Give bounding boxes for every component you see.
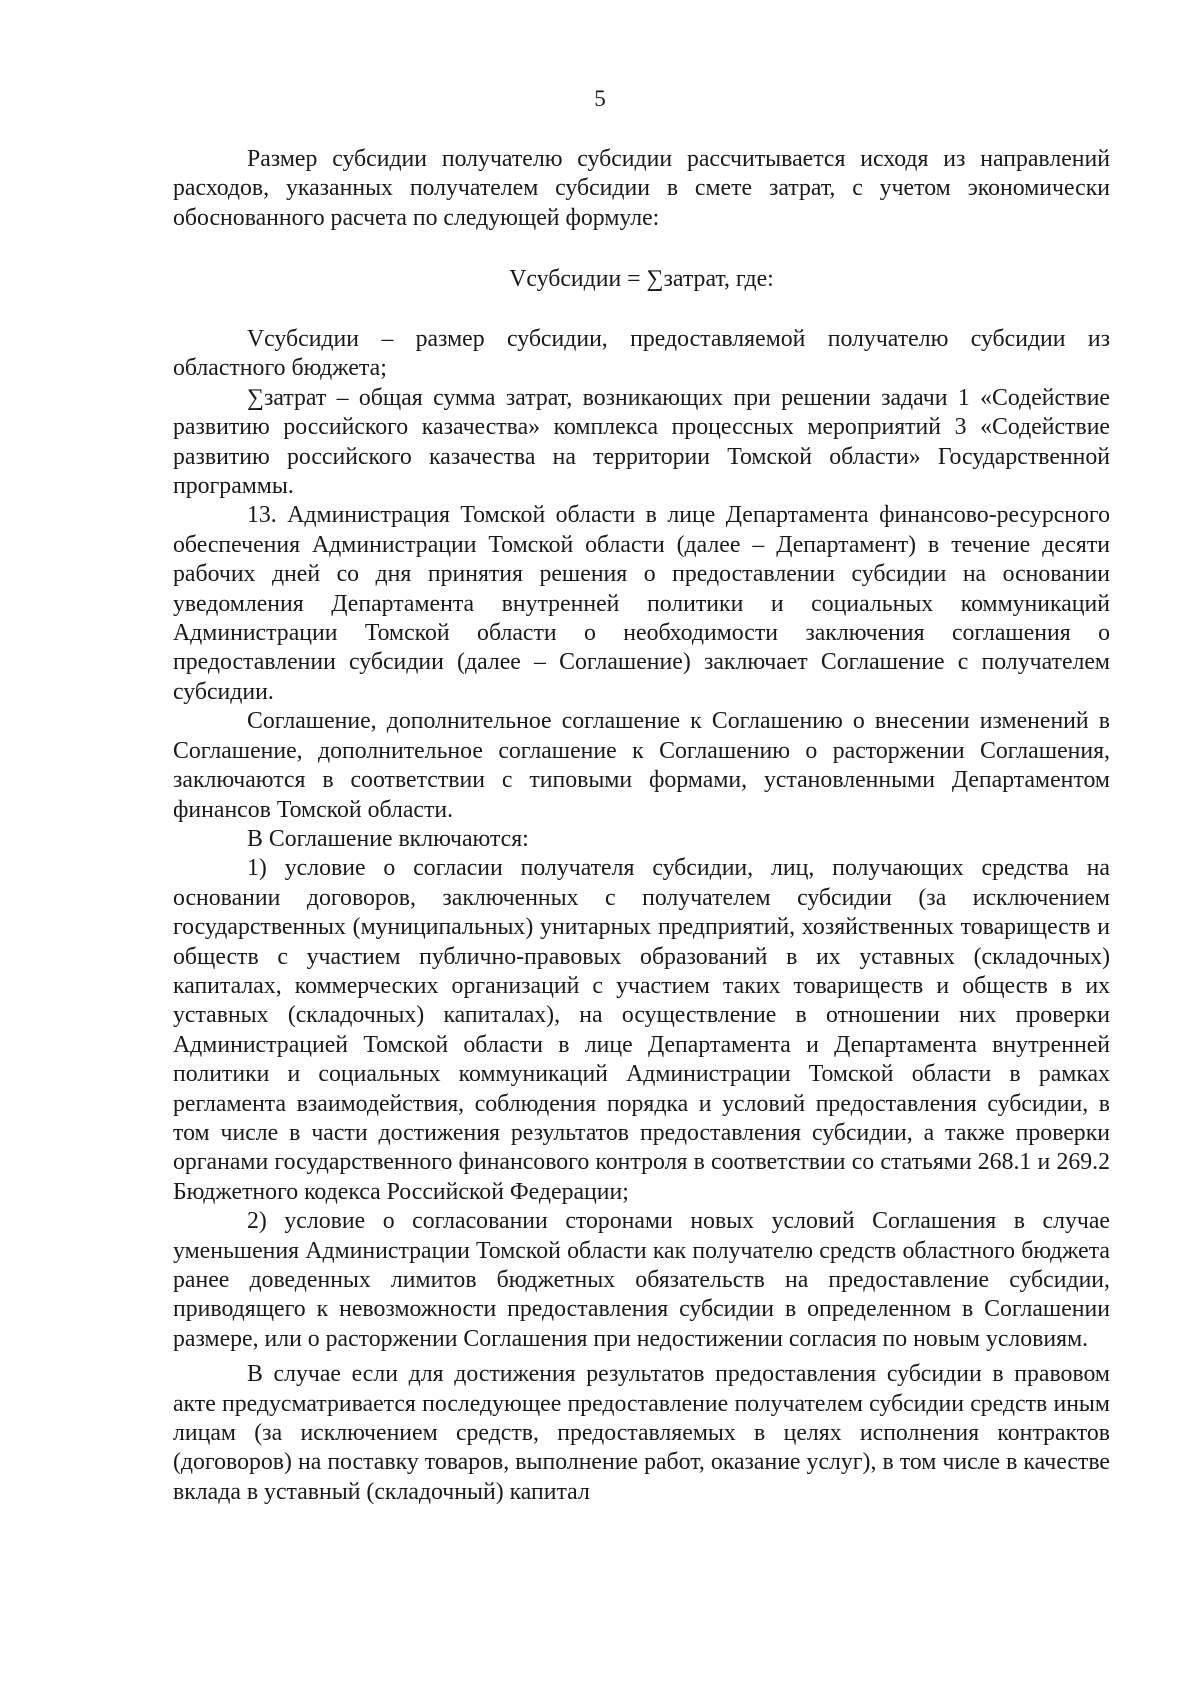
final-paragraph: В случае если для достижения результатов предоставления субсидии в правовом акте предусматривается последующее предоставление получателем субсидии средств иным лицам (за исключением средств, предоставляемых в целях исполнения контрактов (договоров) на поставку товаров, выполнение работ, оказание услуг), в том числе в качестве вклада в уставный (складочный) капитал xyxy=(173,1361,1110,1505)
subsidy-formula: Vсубсидии = ∑затрат, где: xyxy=(509,266,774,292)
clause-13-paragraph: 13. Администрация Томской области в лице Департамента финансово-ресурсного обеспечения Администрации Томской области (далее – Департамент) в течение десяти рабочих дней со дня принятия решения о предоставлении субсидии на основании уведомления Департамента внутренней политики и социальных коммуникаций Администрации Томской области о необходимости заключения соглашения о предоставлении субсидии (далее – Соглашение) заключает Соглашение с получателем субсидии. xyxy=(173,502,1110,705)
definition-v-subsidy: Vсубсидии – размер субсидии, предоставляемой получателю субсидии из областного бюджета; xyxy=(173,326,1110,382)
agreement-forms-paragraph: Соглашение, дополнительное соглашение к Соглашению о внесении изменений в Соглашение, дополнительное соглашение к Соглашению о расторжении Соглашения, заключаются в соответствии с типовыми формами, установленными Департаментом финансов Томской области. xyxy=(173,708,1110,823)
agreement-item-2: 2) условие о согласовании сторонами новых условий Соглашения в случае уменьшения Администрации Томской области как получателю средств областного бюджета ранее доведенных лимитов бюджетных обязательств на предоставление субсидии, приводящего к невозможности предоставления субсидии в определенном в Соглашении размере, или о расторжении Соглашения при недостижении согласия по новым условиям. xyxy=(173,1208,1110,1352)
agreement-item-1: 1) условие о согласии получателя субсидии, лиц, получающих средства на основании договоров, заключенных с получателем субсидии (за исключением государственных (муниципальных) унитарных предприятий, хозяйственных товариществ и обществ с участием публично-правовых образований в их уставных (складочных) капиталах, коммерческих организаций с участием таких товариществ и обществ в их уставных (складочных) капиталах), на осуществление в отношении них проверки Администрацией Томской области в лице Департамента и Департамента внутренней политики и социальных коммуникаций Администрации Томской области в рамках регламента взаимодействия, соблюдения порядка и условий предоставления субсидии, в том числе в части достижения результатов предоставления субсидии, а также проверки органами государственного финансового контроля в соответствии со статьями 268.1 и 269.2 Бюджетного кодекса Российской Федерации; xyxy=(173,855,1110,1205)
definition-sum-costs: ∑затрат – общая сумма затрат, возникающих при решении задачи 1 «Содействие развитию российского казачества» комплекса процессных мероприятий 3 «Содействие развитию российского казачества на территории Томской области» Государственной программы. xyxy=(173,384,1110,500)
intro-section xyxy=(173,145,1110,233)
agreement-includes-heading: В Соглашение включаются: xyxy=(247,825,529,852)
page-number: 5 xyxy=(594,86,606,111)
intro-paragraph: Размер субсидии получателю субсидии рассчитывается исходя из направлений расходов, указанных получателем субсидии в смете затрат, с учетом экономически обоснованного расчета по следующей формуле: xyxy=(173,146,1110,231)
main-body xyxy=(173,325,1110,1507)
